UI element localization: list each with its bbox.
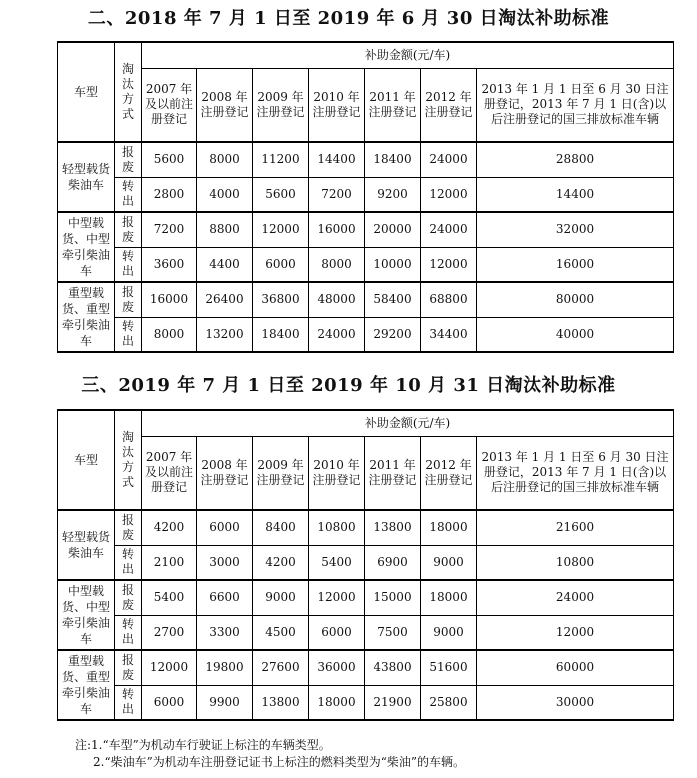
amount-cell: 29200 (365, 317, 421, 352)
method-cell: 转出 (115, 247, 142, 282)
header-year: 2007 年及以前注册登记 (142, 68, 197, 142)
amount-cell: 3300 (197, 615, 253, 650)
amount-cell: 24000 (309, 317, 365, 352)
method-cell: 报废 (115, 580, 142, 615)
amount-cell: 21900 (365, 685, 421, 720)
amount-cell: 32000 (477, 212, 674, 247)
amount-cell: 43800 (365, 650, 421, 685)
amount-cell: 15000 (365, 580, 421, 615)
amount-cell: 20000 (365, 212, 421, 247)
method-cell: 报废 (115, 650, 142, 685)
amount-cell: 14400 (477, 177, 674, 212)
subsidy-table-2018 (57, 41, 674, 353)
amount-cell: 24000 (421, 142, 477, 177)
table-row (58, 580, 674, 615)
amount-cell: 8400 (253, 510, 309, 545)
table-row (58, 685, 674, 720)
amount-cell: 13200 (197, 317, 253, 352)
amount-cell: 4200 (253, 545, 309, 580)
notes (75, 737, 465, 771)
header-year: 2008 年注册登记 (197, 68, 253, 142)
amount-cell: 4200 (142, 510, 197, 545)
amount-cell: 9000 (253, 580, 309, 615)
table-row (58, 615, 674, 650)
amount-cell: 28800 (477, 142, 674, 177)
header-subsidy-amount: 补助金额(元/车) (142, 42, 674, 68)
amount-cell: 6000 (309, 615, 365, 650)
amount-cell: 8000 (197, 142, 253, 177)
amount-cell: 24000 (477, 580, 674, 615)
amount-cell: 14400 (309, 142, 365, 177)
table-row (58, 545, 674, 580)
amount-cell: 6600 (197, 580, 253, 615)
amount-cell: 48000 (309, 282, 365, 317)
header-method: 淘汰方式 (115, 410, 142, 510)
vehicle-type-cell: 中型载货、中型牵引柴油车 (58, 580, 115, 650)
amount-cell: 12000 (142, 650, 197, 685)
table-row (58, 510, 674, 545)
amount-cell: 7500 (365, 615, 421, 650)
amount-cell: 4500 (253, 615, 309, 650)
amount-cell: 18400 (253, 317, 309, 352)
amount-cell: 16000 (309, 212, 365, 247)
method-cell: 转出 (115, 317, 142, 352)
header-year: 2008 年注册登记 (197, 436, 253, 510)
amount-cell: 9900 (197, 685, 253, 720)
amount-cell: 9000 (421, 615, 477, 650)
vehicle-type-cell: 中型载货、中型牵引柴油车 (58, 212, 115, 282)
method-cell: 转出 (115, 685, 142, 720)
header-year: 2013 年 1 月 1 日至 6 月 30 日注册登记，2013 年 7 月 1 日(含)以后注册登记的国三排放标准车辆 (477, 68, 674, 142)
amount-cell: 19800 (197, 650, 253, 685)
amount-cell: 7200 (309, 177, 365, 212)
amount-cell: 11200 (253, 142, 309, 177)
amount-cell: 13800 (253, 685, 309, 720)
method-cell: 报废 (115, 212, 142, 247)
amount-cell: 16000 (142, 282, 197, 317)
amount-cell: 5600 (253, 177, 309, 212)
amount-cell: 6000 (142, 685, 197, 720)
vehicle-type-cell: 轻型载货柴油车 (58, 142, 115, 212)
method-cell: 报废 (115, 142, 142, 177)
section-title-2018: 二、2018 年 7 月 1 日至 2019 年 6 月 30 日淘汰补助标准 (87, 8, 610, 29)
amount-cell: 2700 (142, 615, 197, 650)
amount-cell: 18400 (365, 142, 421, 177)
header-year: 2012 年注册登记 (421, 68, 477, 142)
header-method: 淘汰方式 (115, 42, 142, 142)
table-row (58, 650, 674, 685)
amount-cell: 60000 (477, 650, 674, 685)
header-year: 2007 年及以前注册登记 (142, 436, 197, 510)
table-row (58, 247, 674, 282)
vehicle-type-cell: 重型载货、重型牵引柴油车 (58, 650, 115, 720)
amount-cell: 26400 (197, 282, 253, 317)
amount-cell: 36000 (309, 650, 365, 685)
amount-cell: 12000 (421, 247, 477, 282)
amount-cell: 5400 (309, 545, 365, 580)
amount-cell: 13800 (365, 510, 421, 545)
header-year: 2010 年注册登记 (309, 436, 365, 510)
note-line-1: 注:1.“车型”为机动车行驶证上标注的车辆类型。 (75, 738, 331, 752)
amount-cell: 24000 (421, 212, 477, 247)
amount-cell: 9000 (421, 545, 477, 580)
amount-cell: 18000 (421, 580, 477, 615)
amount-cell: 3000 (197, 545, 253, 580)
amount-cell: 21600 (477, 510, 674, 545)
amount-cell: 2100 (142, 545, 197, 580)
amount-cell: 36800 (253, 282, 309, 317)
amount-cell: 12000 (309, 580, 365, 615)
amount-cell: 4000 (197, 177, 253, 212)
amount-cell: 18000 (309, 685, 365, 720)
method-cell: 转出 (115, 615, 142, 650)
method-cell: 报废 (115, 282, 142, 317)
amount-cell: 40000 (477, 317, 674, 352)
header-year: 2011 年注册登记 (365, 436, 421, 510)
amount-cell: 12000 (253, 212, 309, 247)
amount-cell: 30000 (477, 685, 674, 720)
amount-cell: 9200 (365, 177, 421, 212)
table-row (58, 142, 674, 177)
amount-cell: 8800 (197, 212, 253, 247)
amount-cell: 6000 (197, 510, 253, 545)
amount-cell: 80000 (477, 282, 674, 317)
amount-cell: 3600 (142, 247, 197, 282)
table-row (58, 177, 674, 212)
amount-cell: 4400 (197, 247, 253, 282)
header-year: 2011 年注册登记 (365, 68, 421, 142)
header-vehicle-type: 车型 (58, 410, 115, 510)
amount-cell: 10800 (477, 545, 674, 580)
note-line-2: 2.“柴油车”为机动车注册登记证书上标注的燃料类型为“柴油”的车辆。 (93, 755, 465, 769)
header-year: 2013 年 1 月 1 日至 6 月 30 日注册登记，2013 年 7 月 1 日(含)以后注册登记的国三排放标准车辆 (477, 436, 674, 510)
amount-cell: 12000 (477, 615, 674, 650)
amount-cell: 6000 (253, 247, 309, 282)
amount-cell: 18000 (421, 510, 477, 545)
header-year: 2009 年注册登记 (253, 436, 309, 510)
header-year: 2010 年注册登记 (309, 68, 365, 142)
header-vehicle-type: 车型 (58, 42, 115, 142)
amount-cell: 51600 (421, 650, 477, 685)
vehicle-type-cell: 轻型载货柴油车 (58, 510, 115, 580)
amount-cell: 68800 (421, 282, 477, 317)
table-row (58, 317, 674, 352)
method-cell: 转出 (115, 177, 142, 212)
amount-cell: 10800 (309, 510, 365, 545)
amount-cell: 8000 (142, 317, 197, 352)
subsidy-table-2019 (57, 409, 674, 721)
header-subsidy-amount: 补助金额(元/车) (142, 410, 674, 436)
amount-cell: 58400 (365, 282, 421, 317)
amount-cell: 27600 (253, 650, 309, 685)
amount-cell: 7200 (142, 212, 197, 247)
amount-cell: 25800 (421, 685, 477, 720)
header-year: 2012 年注册登记 (421, 436, 477, 510)
vehicle-type-cell: 重型载货、重型牵引柴油车 (58, 282, 115, 352)
method-cell: 报废 (115, 510, 142, 545)
amount-cell: 6900 (365, 545, 421, 580)
amount-cell: 10000 (365, 247, 421, 282)
amount-cell: 16000 (477, 247, 674, 282)
header-year: 2009 年注册登记 (253, 68, 309, 142)
table-row (58, 212, 674, 247)
amount-cell: 5400 (142, 580, 197, 615)
amount-cell: 5600 (142, 142, 197, 177)
amount-cell: 2800 (142, 177, 197, 212)
method-cell: 转出 (115, 545, 142, 580)
amount-cell: 12000 (421, 177, 477, 212)
section-title-2019: 三、2019 年 7 月 1 日至 2019 年 10 月 31 日淘汰补助标准 (81, 375, 616, 396)
table-row (58, 282, 674, 317)
amount-cell: 34400 (421, 317, 477, 352)
amount-cell: 8000 (309, 247, 365, 282)
